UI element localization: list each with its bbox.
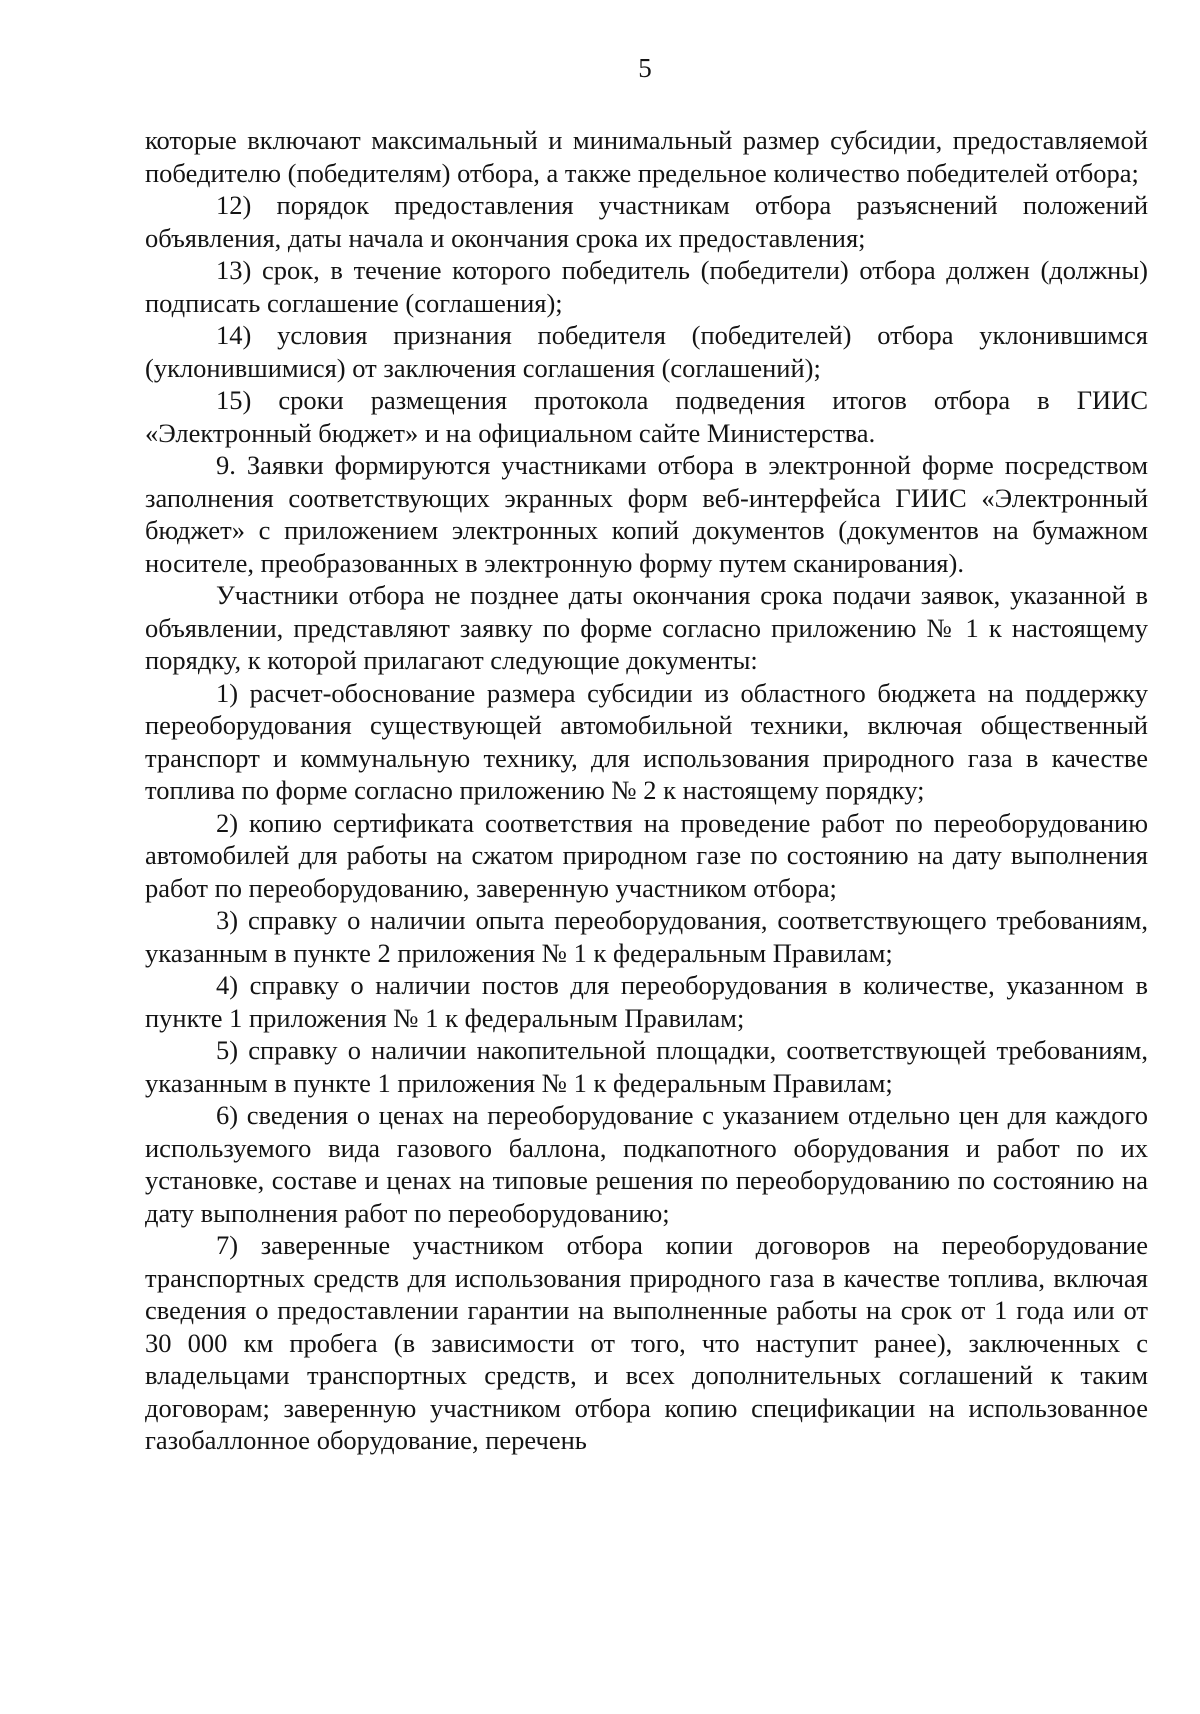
document-item-6: 6) сведения о ценах на переоборудование с указанием отдельно цен для каждого используемого вида газового баллона, подкапотного оборудования и работ по их установке, составе и ценах на типовые решения по переоборудованию по состоянию на дату выполнения работ по переоборудованию; [145,1100,1148,1228]
document-item-4: 4) справку о наличии постов для переоборудования в количестве, указанном в пункте 1 приложения № 1 к федеральным Правилам; [145,970,1148,1033]
list-item-12: 12) порядок предоставления участникам отбора разъяснений положений объявления, даты начала и окончания срока их предоставления; [145,190,1148,253]
clause-9: 9. Заявки формируются участниками отбора в электронной форме посредством заполнения соответствующих экранных форм веб-интерфейса ГИИС «Электронный бюджет» с приложением электронных копий документов (документов на бумажном носителе, преобразованных в электронную форму путем сканирования). [145,450,1148,578]
list-item-14: 14) условия признания победителя (победителей) отбора уклонившимся (уклонившимися) от заключения соглашения (соглашений); [145,320,1148,383]
document-item-3: 3) справку о наличии опыта переоборудования, соответствующего требованиям, указанным в пункте 2 приложения № 1 к федеральным Правилам; [145,905,1148,968]
document-item-1: 1) расчет-обоснование размера субсидии из областного бюджета на поддержку переоборудования существующей автомобильной техники, включая общественный транспорт и коммунальную технику, для использования природного газа в качестве топлива по форме согласно приложению № 2 к настоящему порядку; [145,677,1148,805]
document-body [145,124,1148,1457]
paragraph-continuation: которые включают максимальный и минимальный размер субсидии, предоставляемой победителю (победителям) отбора, а также предельное количество победителей отбора; [145,125,1148,188]
document-item-2: 2) копию сертификата соответствия на проведение работ по переоборудованию автомобилей для работы на сжатом природном газе по состоянию на дату выполнения работ по переоборудованию, заверенную участником отбора; [145,807,1148,903]
list-item-13: 13) срок, в течение которого победитель (победители) отбора должен (должны) подписать соглашение (соглашения); [145,255,1148,318]
page-number: 5 [638,53,652,83]
list-item-15: 15) сроки размещения протокола подведения итогов отбора в ГИИС «Электронный бюджет» и на официальном сайте Министерства. [145,385,1148,448]
document-item-5: 5) справку о наличии накопительной площадки, соответствующей требованиям, указанным в пункте 1 приложения № 1 к федеральным Правилам; [145,1035,1148,1098]
document-item-7: 7) заверенные участником отбора копии договоров на переоборудование транспортных средств для использования природного газа в качестве топлива, включая сведения о предоставлении гарантии на выполненные работы на срок от 1 года или от 30 000 км пробега (в зависимости от того, что наступит ранее), заключенных с владельцами транспортных средств, и всех дополнительных соглашений к таким договорам; заверенную участником отбора копию спецификации на использованное газобаллонное оборудование, перечень [145,1230,1148,1455]
paragraph-participants: Участники отбора не позднее даты окончания срока подачи заявок, указанной в объявлении, представляют заявку по форме согласно приложению № 1 к настоящему порядку, к которой прилагают следующие документы: [145,580,1148,675]
